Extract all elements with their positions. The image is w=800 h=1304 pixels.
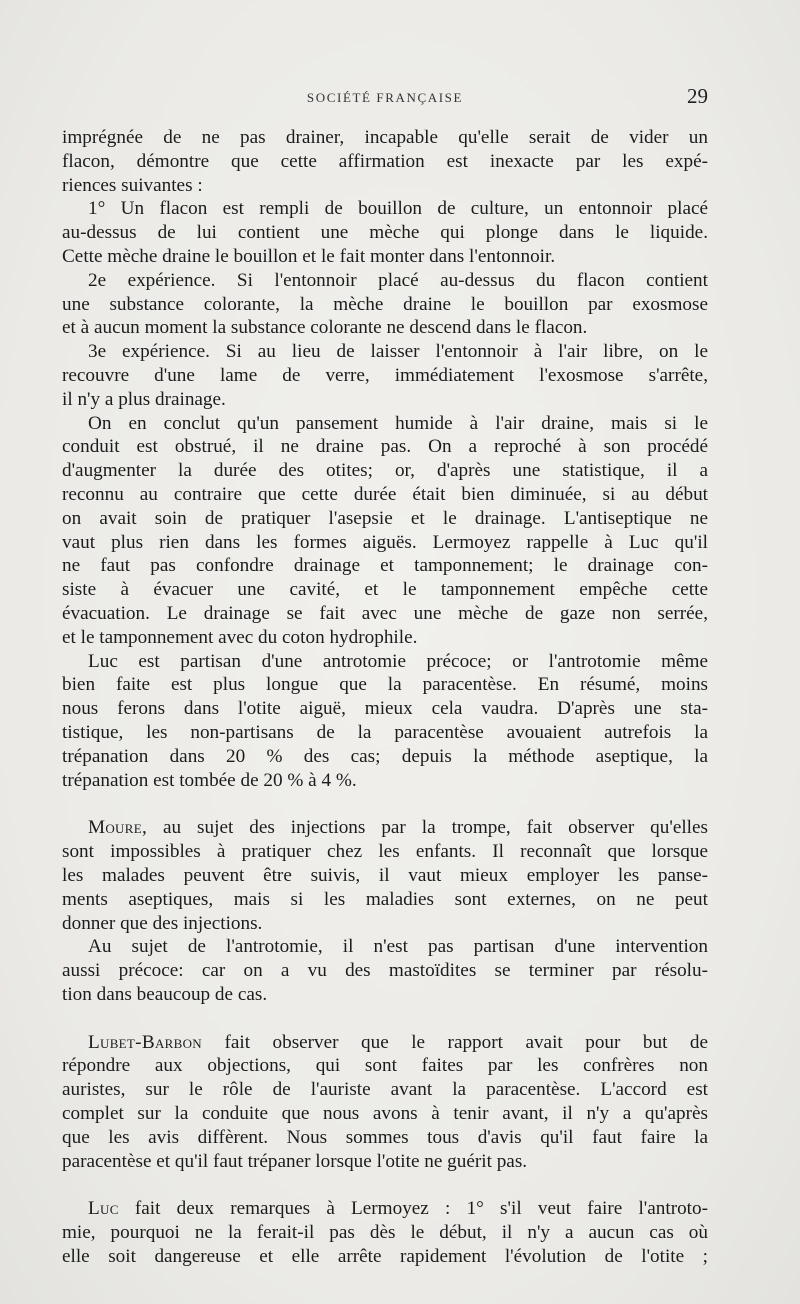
text-line: il n'y a plus drainage. [62, 388, 226, 410]
text-line: tistique, les non-partisans de la paracentèse avouaient autrefois la [62, 721, 708, 743]
paragraph-moure [62, 816, 708, 1006]
text-line: siste à évacuer une cavité, et le tamponnement empêche cette [62, 579, 708, 601]
paragraph-gap [62, 1007, 708, 1031]
text-line: On en conclut qu'un pansement humide à l'air draine, mais si le [88, 412, 708, 434]
text-line: recouvre d'une lame de verre, immédiatement l'exosmose s'arrête, [62, 364, 708, 386]
text-line: vaut plus rien dans les formes aiguës. Lermoyez rappelle à Luc qu'il [62, 531, 708, 553]
paragraph-luc [62, 1197, 708, 1268]
text-line: ne faut pas confondre drainage et tamponnement; le drainage con- [62, 555, 708, 577]
speaker-name: Moure, [88, 817, 148, 839]
text-line: elle soit dangereuse et elle arrête rapidement l'évolution de l'otite ; [62, 1246, 708, 1268]
text-line: et le tamponnement avec du coton hydrophile. [62, 626, 418, 648]
text-line: trépanation dans 20 % des cas; depuis la méthode aseptique, la [62, 745, 708, 767]
text-line [62, 1031, 708, 1055]
text-line: nous ferons dans l'otite aiguë, mieux cela vaudra. D'après une sta- [62, 698, 708, 720]
text-line: sont impossibles à pratiquer chez les enfants. Il reconnaît que lorsque [62, 841, 708, 863]
text-line: tion dans beaucoup de cas. [62, 983, 268, 1005]
text-line: Luc est partisan d'une antrotomie précoce; or l'antrotomie même [88, 650, 708, 672]
text-line: auristes, sur le rôle de l'auriste avant la paracentèse. L'accord est [62, 1079, 708, 1101]
speaker-name: Luc [88, 1198, 119, 1220]
page-header [62, 84, 708, 114]
text-line: répondre aux objections, qui sont faites par les confrères non [62, 1055, 708, 1077]
text-line: complet sur la conduite que nous avons à tenir avant, il n'y a qu'après [62, 1103, 708, 1125]
text-line: donner que des injections. [62, 912, 263, 934]
text-line: aussi précoce: car on a vu des mastoïdites se terminer par résolu- [62, 960, 708, 982]
paragraph-lubet-barbon [62, 1031, 708, 1174]
text-line: 1° Un flacon est rempli de bouillon de culture, un entonnoir placé [88, 198, 708, 220]
text-line: au-dessus de lui contient une mèche qui plonge dans le liquide. [62, 222, 708, 244]
text-line [62, 1197, 708, 1221]
text-line: conduit est obstrué, il ne draine pas. On a reproché à son procédé [62, 436, 708, 458]
text-run: fait observer que le rapport avait pour but de [201, 1031, 708, 1053]
text-line: les malades peuvent être suivis, il vaut mieux employer les panse- [62, 864, 708, 886]
text-line: reconnu au contraire que cette durée était bien diminuée, si au début [62, 483, 708, 505]
text-line: ments aseptiques, mais si les maladies sont externes, on ne peut [62, 888, 708, 910]
text-line: Au sujet de l'antrotomie, il n'est pas partisan d'une intervention [88, 936, 708, 958]
text-line: riences suivantes : [62, 174, 203, 196]
text-run: fait deux remarques à Lermoyez : 1° s'il veut faire l'antroto- [118, 1198, 708, 1220]
text-line: on avait soin de pratiquer l'asepsie et le drainage. L'antiseptique ne [62, 507, 708, 529]
paragraph-rapport-drainage [62, 126, 708, 792]
text-line: et à aucun moment la substance colorante ne descend dans le flacon. [62, 317, 588, 339]
text-line: flacon, démontre que cette affirmation est inexacte par les expé- [62, 150, 708, 172]
text-line: trépanation est tombée de 20 % à 4 %. [62, 769, 357, 791]
text-line: mie, pourquoi ne la ferait-il pas dès le début, il n'y a aucun cas où [62, 1222, 708, 1244]
text-run: au sujet des injections par la trompe, fait observer qu'elles [147, 817, 708, 839]
text-line: imprégnée de ne pas drainer, incapable qu'elle serait de vider un [62, 127, 708, 148]
running-title: SOCIÉTÉ FRANÇAISE [306, 90, 464, 105]
text-line [62, 816, 708, 840]
text-line: 2e expérience. Si l'entonnoir placé au-dessus du flacon contient [88, 269, 708, 291]
page-number: 29 [687, 84, 708, 108]
speaker-name: Lubet-Barbon [88, 1031, 202, 1053]
paragraph-gap [62, 792, 708, 816]
text-line: d'augmenter la durée des otites; or, d'après une statistique, il a [62, 460, 708, 482]
text-line: bien faite est plus longue que la paracentèse. En résumé, moins [62, 674, 708, 696]
body-text [62, 126, 708, 1269]
text-line: évacuation. Le drainage se fait avec une mèche de gaze non serrée, [62, 602, 708, 624]
text-line: paracentèse et qu'il faut trépaner lorsque l'otite ne guérit pas. [62, 1150, 528, 1172]
text-line: 3e expérience. Si au lieu de laisser l'entonnoir à l'air libre, on le [88, 341, 708, 363]
paragraph-gap [62, 1173, 708, 1197]
text-line: que les avis diffèrent. Nous sommes tous d'avis qu'il faut faire la [62, 1126, 708, 1148]
text-line: Cette mèche draine le bouillon et le fait monter dans l'entonnoir. [62, 245, 556, 267]
text-line: une substance colorante, la mèche draine le bouillon par exosmose [62, 293, 708, 315]
